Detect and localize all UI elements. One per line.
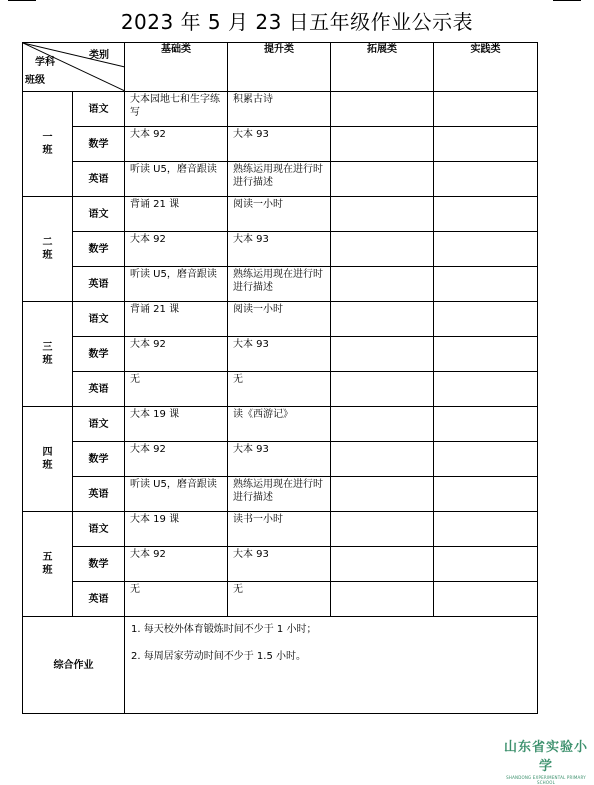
homework-table <box>22 42 538 714</box>
homework-cell-practice <box>434 337 538 372</box>
homework-cell-extended <box>331 547 434 582</box>
homework-cell-basic: 大本 92 <box>125 442 228 477</box>
class-name-bottom: 班 <box>42 565 53 576</box>
homework-cell-practice <box>434 127 538 162</box>
subject-cell: 语文 <box>73 512 125 547</box>
column-header-basic: 基础类 <box>125 43 228 92</box>
homework-cell-basic: 听读 U5，磨音跟读 <box>125 162 228 197</box>
homework-cell-practice <box>434 372 538 407</box>
homework-cell-extended <box>331 127 434 162</box>
subject-cell: 语文 <box>73 197 125 232</box>
homework-cell-extended <box>331 197 434 232</box>
school-logo <box>500 736 592 785</box>
subject-cell: 英语 <box>73 267 125 302</box>
class-label: 班级 <box>25 75 45 86</box>
subject-cell: 数学 <box>73 232 125 267</box>
subject-cell: 数学 <box>73 337 125 372</box>
homework-cell-basic: 背诵 21 课 <box>125 302 228 337</box>
homework-cell-extended <box>331 302 434 337</box>
homework-cell-basic: 大本 92 <box>125 232 228 267</box>
homework-cell-extended <box>331 407 434 442</box>
top-border-line-left <box>8 0 36 1</box>
class-name-bottom: 班 <box>42 250 53 261</box>
diagonal-header-cell <box>23 43 125 92</box>
subject-cell: 语文 <box>73 407 125 442</box>
table-row <box>23 512 538 547</box>
class-name-top: 一 <box>42 132 53 143</box>
homework-cell-practice <box>434 442 538 477</box>
column-header-practice: 实践类 <box>434 43 538 92</box>
table-row <box>23 582 538 617</box>
homework-cell-extended <box>331 267 434 302</box>
homework-cell-practice <box>434 162 538 197</box>
table-row <box>23 372 538 407</box>
homework-cell-advanced: 熟练运用现在进行时进行描述 <box>228 162 331 197</box>
homework-cell-extended <box>331 337 434 372</box>
column-header-advanced: 提升类 <box>228 43 331 92</box>
homework-cell-extended <box>331 582 434 617</box>
subject-cell: 英语 <box>73 162 125 197</box>
class-name-bottom: 班 <box>42 145 53 156</box>
homework-cell-practice <box>434 477 538 512</box>
homework-cell-extended <box>331 162 434 197</box>
homework-cell-basic: 大本 19 课 <box>125 512 228 547</box>
class-name-top: 五 <box>42 552 53 563</box>
table-row <box>23 197 538 232</box>
class-name-top: 二 <box>42 237 53 248</box>
homework-cell-advanced: 无 <box>228 372 331 407</box>
homework-cell-basic: 大本园地七和生字练写 <box>125 92 228 127</box>
homework-cell-advanced: 无 <box>228 582 331 617</box>
subject-cell: 数学 <box>73 127 125 162</box>
homework-cell-practice <box>434 512 538 547</box>
homework-cell-advanced: 大本 93 <box>228 547 331 582</box>
homework-cell-extended <box>331 92 434 127</box>
class-name-cell <box>23 512 73 617</box>
subject-cell: 英语 <box>73 372 125 407</box>
subject-cell: 语文 <box>73 302 125 337</box>
homework-cell-advanced: 大本 93 <box>228 127 331 162</box>
subject-cell: 数学 <box>73 547 125 582</box>
homework-cell-practice <box>434 232 538 267</box>
homework-cell-extended <box>331 232 434 267</box>
homework-cell-advanced: 阅读一小时 <box>228 302 331 337</box>
homework-cell-extended <box>331 477 434 512</box>
summary-item: 1. 每天校外体育锻炼时间不少于 1 小时； <box>131 624 317 635</box>
homework-cell-advanced: 大本 93 <box>228 337 331 372</box>
homework-cell-advanced: 大本 93 <box>228 442 331 477</box>
summary-content <box>125 617 538 714</box>
homework-cell-basic: 听读 U5，磨音跟读 <box>125 267 228 302</box>
homework-cell-basic: 大本 92 <box>125 547 228 582</box>
homework-cell-practice <box>434 302 538 337</box>
subject-cell: 语文 <box>73 92 125 127</box>
class-name-cell <box>23 302 73 407</box>
class-name-top: 三 <box>42 342 53 353</box>
homework-cell-practice <box>434 197 538 232</box>
class-name-top: 四 <box>42 447 53 458</box>
homework-cell-basic: 大本 92 <box>125 127 228 162</box>
school-logo-english: SHANDONG EXPERIMENTAL PRIMARY SCHOOL <box>506 775 586 785</box>
school-logo-name: 山东省实验小学 <box>503 740 588 774</box>
homework-cell-practice <box>434 92 538 127</box>
homework-cell-basic: 大本 92 <box>125 337 228 372</box>
homework-cell-practice <box>434 582 538 617</box>
table-row <box>23 92 538 127</box>
homework-cell-advanced: 读《西游记》 <box>228 407 331 442</box>
homework-cell-basic: 无 <box>125 582 228 617</box>
homework-cell-advanced: 积累古诗 <box>228 92 331 127</box>
category-label: 类别 <box>89 50 109 61</box>
table-row <box>23 547 538 582</box>
homework-cell-advanced: 读书一小时 <box>228 512 331 547</box>
column-header-extended: 拓展类 <box>331 43 434 92</box>
homework-cell-practice <box>434 547 538 582</box>
table-row <box>23 477 538 512</box>
table-row <box>23 162 538 197</box>
homework-cell-advanced: 大本 93 <box>228 232 331 267</box>
table-row <box>23 127 538 162</box>
summary-item: 2. 每周居家劳动时间不少于 1.5 小时。 <box>131 651 306 662</box>
subject-cell: 数学 <box>73 442 125 477</box>
page-title: 2023 年 5 月 23 日五年级作业公示表 <box>120 10 474 34</box>
table-row <box>23 442 538 477</box>
summary-label: 综合作业 <box>23 617 125 714</box>
class-name-cell <box>23 407 73 512</box>
subject-cell: 英语 <box>73 582 125 617</box>
homework-cell-basic: 无 <box>125 372 228 407</box>
homework-cell-advanced: 阅读一小时 <box>228 197 331 232</box>
table-row <box>23 267 538 302</box>
homework-cell-extended <box>331 372 434 407</box>
table-row <box>23 337 538 372</box>
homework-cell-extended <box>331 512 434 547</box>
table-row <box>23 302 538 337</box>
homework-cell-practice <box>434 407 538 442</box>
homework-cell-basic: 大本 19 课 <box>125 407 228 442</box>
class-name-bottom: 班 <box>42 460 53 471</box>
table-row <box>23 232 538 267</box>
class-name-bottom: 班 <box>42 355 53 366</box>
homework-cell-practice <box>434 267 538 302</box>
class-name-cell <box>23 92 73 197</box>
subject-label: 学科 <box>35 57 55 68</box>
homework-cell-advanced: 熟练运用现在进行时进行描述 <box>228 267 331 302</box>
subject-cell: 英语 <box>73 477 125 512</box>
homework-cell-advanced: 熟练运用现在进行时进行描述 <box>228 477 331 512</box>
homework-table-body <box>23 43 538 714</box>
table-row <box>23 407 538 442</box>
summary-row <box>23 617 538 714</box>
top-border-line-right <box>553 0 581 1</box>
homework-cell-basic: 听读 U5，磨音跟读 <box>125 477 228 512</box>
homework-cell-basic: 背诵 21 课 <box>125 197 228 232</box>
table-header-row <box>23 43 538 92</box>
class-name-cell <box>23 197 73 302</box>
homework-cell-extended <box>331 442 434 477</box>
